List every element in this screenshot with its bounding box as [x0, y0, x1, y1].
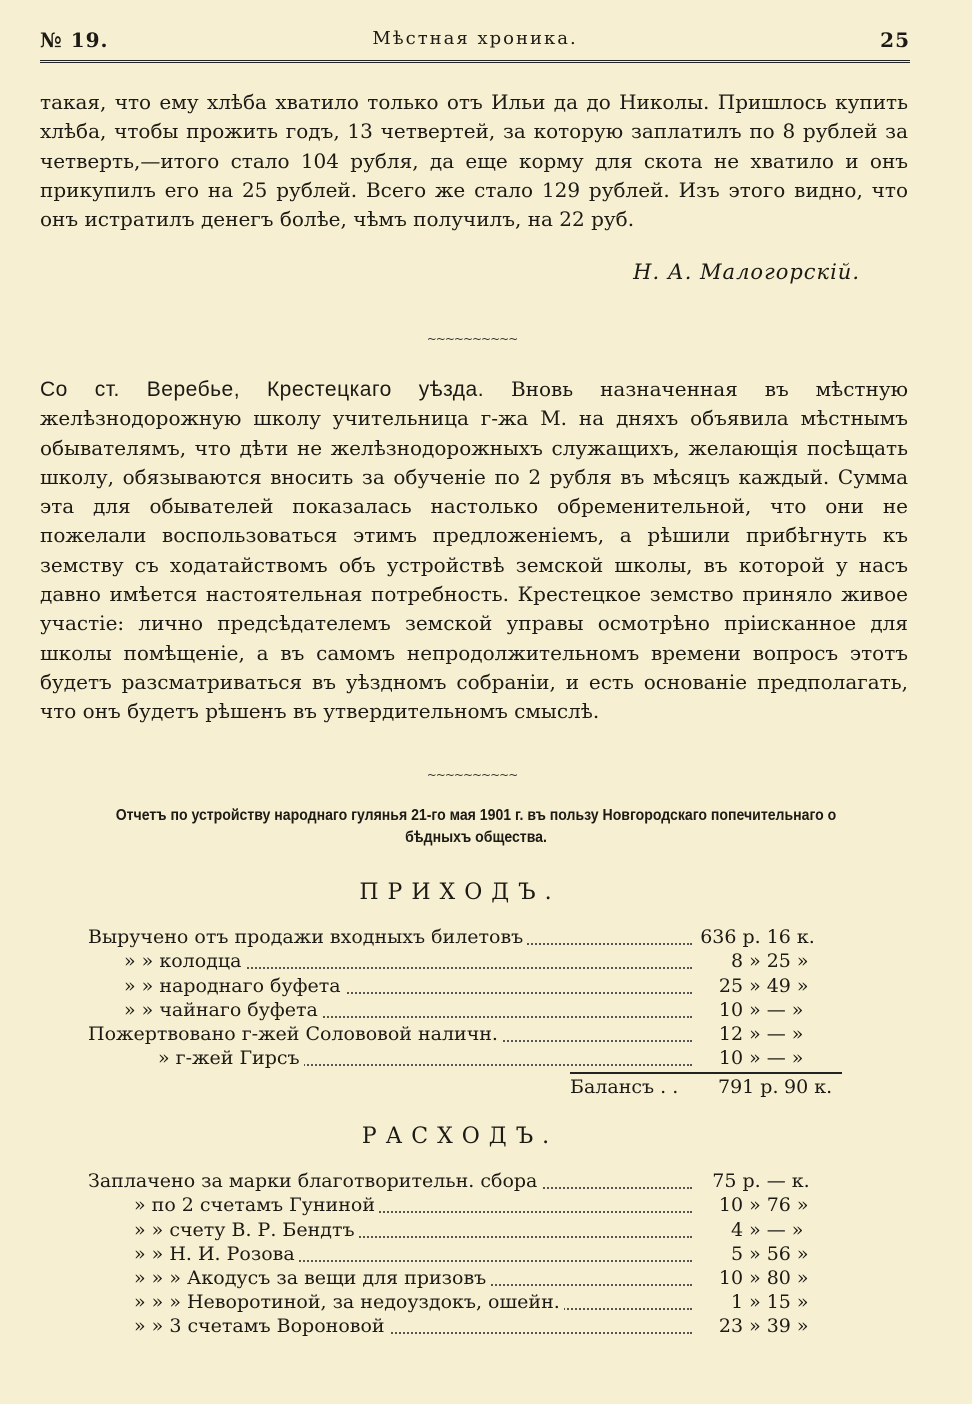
separator-ornament: ~~~~~~~~~~ [426, 768, 518, 782]
issue-number: № 19. [40, 28, 109, 52]
header-rule [40, 60, 910, 66]
table-row [88, 1168, 848, 1192]
row-description: Выручено отъ продажи входныхъ билетовъ [88, 926, 527, 948]
row-rubles: 23 » [718, 1315, 761, 1338]
row-kopecks: 49 » [766, 974, 809, 997]
table-row [88, 1289, 848, 1313]
balance-kopecks: 90 к. [784, 1076, 833, 1098]
row-rubles: 1 » [730, 1291, 761, 1314]
separator-ornament: ~~~~~~~~~~ [426, 332, 518, 346]
table-row [88, 1241, 848, 1265]
row-rubles: 4 » [730, 1218, 761, 1241]
row-rubles: 12 » [718, 1022, 761, 1045]
table-row [88, 1216, 848, 1240]
row-description: » » народнаго буфета [88, 975, 345, 997]
row-description: Пожертвовано г-жей Солововой наличн. [88, 1023, 502, 1045]
row-description: » » счету В. Р. Бендтъ [88, 1219, 359, 1241]
table-row [88, 1265, 848, 1289]
row-description: » » » Неворотиной, за недоуздокъ, ошейн. [88, 1291, 564, 1313]
report-title-line-1: Отчетъ по устройству народнаго гулянья 21-го мая 1901 г. въ пользу Новгородскаго попечительнаго о [115, 807, 837, 824]
table-row [88, 948, 848, 972]
row-rubles: 10 » [718, 1266, 761, 1289]
balance-rule [570, 1072, 842, 1074]
article-2 [40, 375, 908, 727]
row-kopecks: — к. [766, 1170, 810, 1193]
row-rubles: 10 » [718, 998, 761, 1021]
row-kopecks: 80 » [766, 1266, 809, 1289]
row-rubles: 10 » [718, 1194, 761, 1217]
table-row [88, 924, 848, 948]
row-kopecks: 76 » [766, 1194, 809, 1217]
article-1-text: такая, что ему хлѣба хватило только отъ Ильи да до Николы. Пришлось купить хлѣба, чтобы прожить годъ, 13 четвертей, за которую заплатилъ по 8 рублей за четверть,—итого стало 104 рубля, да еще корму для скота не хватило и онъ прикупилъ его на 25 рублей. Всего же стало 129 рублей. Изъ этого видно, что онъ истратилъ денегъ болѣе, чѣмъ получилъ, на 22 руб. [40, 90, 908, 232]
balance-rubles: 791 р. [718, 1076, 779, 1098]
row-description: » » чайнаго буфета [88, 999, 322, 1021]
row-rubles: 25 » [718, 974, 761, 997]
row-kopecks: 16 к. [766, 926, 815, 949]
income-table [88, 924, 848, 1069]
row-kopecks: 15 » [766, 1291, 809, 1314]
table-row [88, 972, 848, 996]
row-kopecks: — » [766, 1047, 804, 1070]
table-row [88, 1021, 848, 1045]
row-description: » » 3 счетамъ Вороновой [88, 1315, 389, 1337]
article-1-signature: Н. А. Малогорскій. [633, 260, 860, 284]
row-rubles: 8 » [730, 950, 761, 973]
page-header [40, 26, 910, 62]
table-row [88, 997, 848, 1021]
row-kopecks: 39 » [766, 1315, 809, 1338]
expense-table [88, 1168, 848, 1337]
row-kopecks: 25 » [766, 950, 809, 973]
report-title [89, 805, 863, 849]
row-kopecks: — » [766, 1022, 804, 1045]
balance-row [570, 1076, 842, 1098]
table-row [88, 1313, 848, 1337]
article-2-text: Вновь назначенная въ мѣстную желѣзнодорожную школу учительница г-жа М. на дняхъ объявила мѣстнымъ обывателямъ, что дѣти не желѣзнодорожныхъ служащихъ, желающія посѣщать школу, обязываются вносить за обученіе по 2 рубля въ мѣсяцъ каждый. Сумма эта для обывателей показалась настолько обременительной, что они не пожелали воспользоваться этимъ предложеніемъ, а рѣшили прибѣгнуть къ земству съ ходатайствомъ объ устройствѣ земской школы, въ которой у насъ давно имѣется настоятельная потребность. Крестецкое земство приняло живое участіе: лично предсѣдателемъ земской управы осмотрѣно пріисканное для школы помѣщеніе, а въ самомъ непродолжительномъ времени вопросъ этотъ будетъ разсматриваться въ уѣздномъ собраніи, и есть основаніе предполагать, что онъ будетъ рѣшенъ въ утвердительномъ смыслѣ. [40, 377, 908, 724]
row-kopecks: — » [766, 1218, 804, 1241]
row-kopecks: — » [766, 998, 804, 1021]
row-description: » по 2 счетамъ Гуниной [88, 1194, 379, 1216]
row-description: » » » Акодусъ за вещи для призовъ [88, 1267, 490, 1289]
balance-label: Балансъ . . [570, 1076, 679, 1098]
article-2-lead: Со ст. Веребье, Крестецкаго уѣзда. [40, 378, 485, 401]
page-number: 25 [880, 28, 910, 52]
report-title-line-2: бѣдныхъ общества. [405, 829, 547, 846]
row-rubles: 10 » [718, 1047, 761, 1070]
row-rubles: 636 р. [700, 926, 761, 949]
table-row [88, 1045, 848, 1069]
section-title: Мѣстная хроника. [372, 28, 578, 49]
row-kopecks: 56 » [766, 1242, 809, 1265]
row-description: Заплачено за марки благотворительн. сбора [88, 1170, 541, 1192]
row-rubles: 75 р. [712, 1170, 761, 1193]
income-heading: ПРИХОДЪ. [359, 880, 561, 905]
expense-heading: РАСХОДЪ. [361, 1124, 559, 1149]
row-description: » г-жей Гирсъ [88, 1047, 304, 1069]
row-description: » » Н. И. Розова [88, 1243, 299, 1265]
row-description: » » колодца [88, 950, 245, 972]
row-rubles: 5 » [730, 1242, 761, 1265]
table-row [88, 1192, 848, 1216]
